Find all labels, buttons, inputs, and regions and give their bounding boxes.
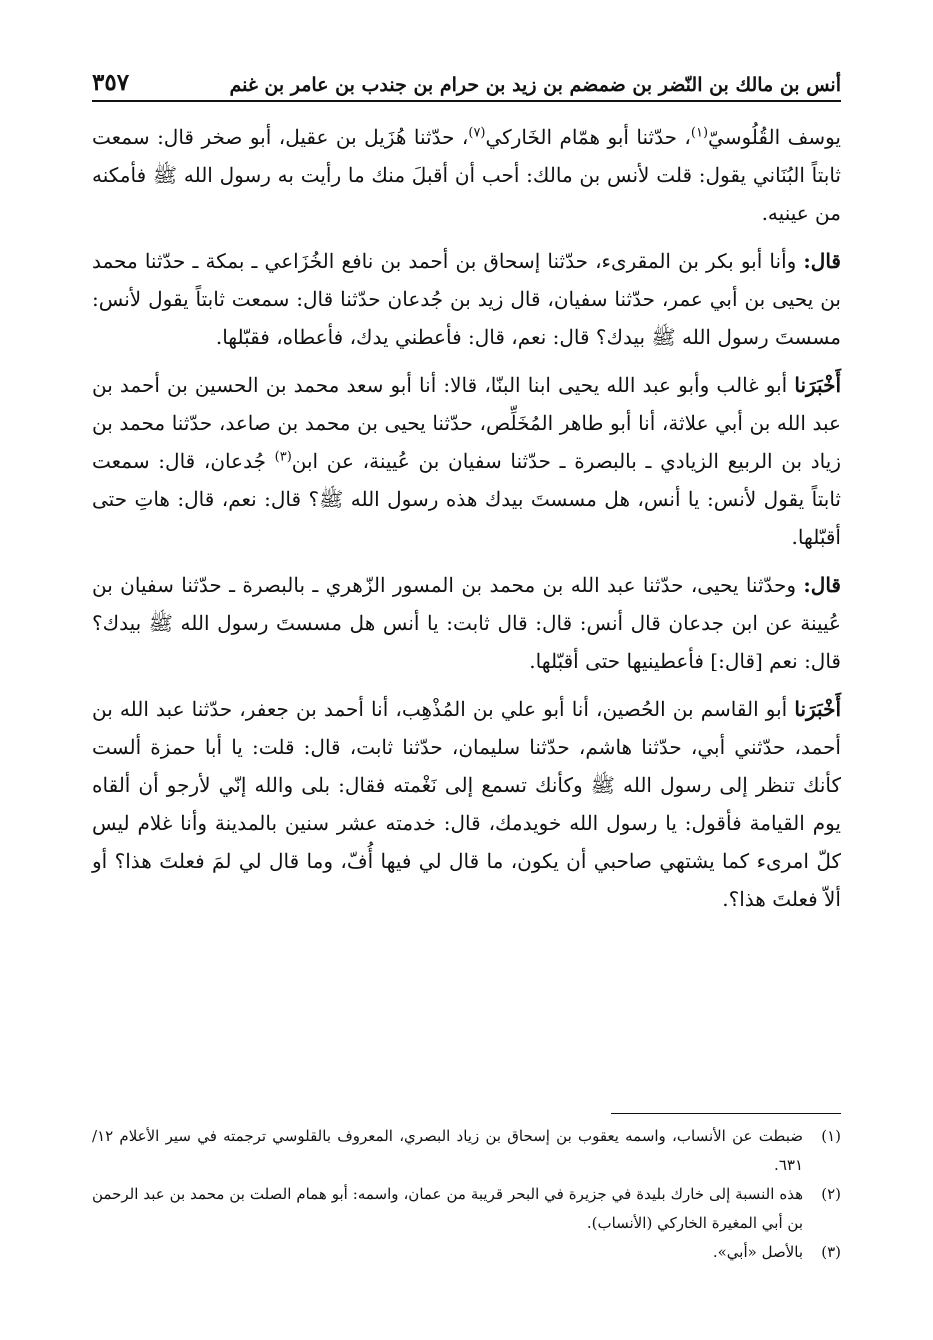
footnote-ref: (٧) bbox=[468, 125, 486, 141]
paragraph-text: ، حدّثنا أبو همّام الخَاركي bbox=[485, 125, 691, 149]
paragraph-2 bbox=[92, 242, 841, 356]
paragraph-lead: قال: bbox=[803, 573, 841, 597]
footnote-text: ضبطت عن الأنساب، واسمه يعقوب بن إسحاق بن زياد البصري، المعروف بالقلوسي ترجمته في سير الأعلام ١٢/ ٦٣١. bbox=[92, 1127, 803, 1174]
main-text bbox=[92, 118, 841, 928]
page-number: ٣٥٧ bbox=[92, 69, 130, 96]
paragraph-lead: أَخْبَرَنا bbox=[794, 373, 841, 397]
paragraph-text: يوسف القُلُوسيّ bbox=[708, 125, 841, 149]
paragraph-text: ، حدّثنا هُزَيل بن عقيل، أبو صخر قال: سمعت ثابتاً البُنَاني يقول: قلت لأنس بن مالك: أحب أن أقبلَ منك ما رأيت به رسول الله ﷺ فأمكنه من عينيه. bbox=[92, 125, 841, 225]
footnote-number: (٣) bbox=[821, 1243, 841, 1261]
footnote-item bbox=[92, 1122, 841, 1180]
paragraph-lead: قال: bbox=[803, 249, 841, 273]
footnote-item bbox=[92, 1180, 841, 1238]
footnote-item bbox=[92, 1238, 841, 1267]
paragraph-5 bbox=[92, 690, 841, 918]
paragraph-text: أبو القاسم بن الحُصين، أنا أبو علي بن المُذْهِب، أنا أحمد بن جعفر، حدّثنا عبد الله بن أحمد، حدّثني أبي، حدّثنا هاشم، حدّثنا سليمان، حدّثنا ثابت، قال: قلت: يا أبا حمزة ألست كأنك تنظر إلى رسول الله ﷺ وكأنك تسمع إلى نَغْمته فقال: بلى والله إنّي لأرجو أن ألقاه يوم القيامة فأقول: يا رسول الله خويدمك، قال: خدمته عشر سنين بالمدينة وأنا غلام ليس كلّ امرىء كما يشتهي صاحبي أن يكون، ما قال لي فيها أُفّ، وما قال لي لمَ فعلتَ هذا؟ أو ألاّ فعلتَ هذا؟. bbox=[92, 697, 841, 911]
footnote-divider bbox=[611, 1113, 841, 1114]
page-header bbox=[92, 58, 841, 102]
footnote-ref: (٣) bbox=[274, 449, 292, 465]
paragraph-text: أبو غالب وأبو عبد الله يحيى ابنا البنّا، قالا: أنا أبو سعد محمد بن الحسين بن أحمد بن عبد الله بن أبي علاثة، أنا أبو طاهر المُخَلِّص، حدّثنا يحيى بن محمد بن صاعد، حدّثنا محمد بن زياد بن الربيع الزيادي ـ بالبصرة ـ حدّثنا سفيان بن عُيينة، عن ابن bbox=[92, 373, 841, 473]
paragraph-text: وحدّثنا يحيى، حدّثنا عبد الله بن محمد بن المسور الزّهري ـ بالبصرة ـ حدّثنا سفيان بن عُيينة عن ابن جدعان قال أنس: قال: قال ثابت: يا أنس هل مسستَ رسول الله ﷺ بيدك؟ قال: نعم [قال:] فأعطينيها حتى أقبّلها. bbox=[92, 573, 841, 673]
paragraph-text: وأنا أبو بكر بن المقرىء، حدّثنا إسحاق بن أحمد بن نافع الخُزَاعي ـ بمكة ـ حدّثنا محمد بن يحيى بن أبي عمر، حدّثنا سفيان، قال زيد بن جُدعان حدّثنا قال: سمعت ثابتاً يقول لأنس: مسستَ رسول الله ﷺ بيدك؟ قال: نعم، قال: فأعطني يدك، فأعطاه، فقبّلها. bbox=[92, 249, 841, 349]
footnotes bbox=[92, 1122, 841, 1267]
paragraph-1 bbox=[92, 118, 841, 232]
footnote-text: بالأصل «أبي». bbox=[712, 1243, 803, 1261]
paragraph-text: جُدعان، قال: سمعت ثابتاً يقول لأنس: يا أنس، هل مسستَ بيدك هذه رسول الله ﷺ؟ قال: نعم، قال: هاتِ حتى أقبّلها. bbox=[92, 449, 841, 549]
footnote-number: (١) bbox=[821, 1127, 841, 1145]
paragraph-4 bbox=[92, 566, 841, 680]
paragraph-lead: أَخْبَرَنا bbox=[794, 697, 841, 721]
paragraph-3 bbox=[92, 366, 841, 556]
footnote-ref: (١) bbox=[690, 125, 709, 141]
footnote-text: هذه النسبة إلى خارك بليدة في جزيرة في البحر قريبة من عمان، واسمه: أبو همام الصلت بن محمد بن عبد الرحمن بن أبي المغيرة الخاركي (الأنساب). bbox=[92, 1185, 803, 1232]
running-title: أنس بن مالك بن النّضر بن ضمضم بن زيد بن حرام بن جندب بن عامر بن غنم bbox=[229, 74, 841, 96]
footnote-number: (٢) bbox=[821, 1185, 841, 1203]
